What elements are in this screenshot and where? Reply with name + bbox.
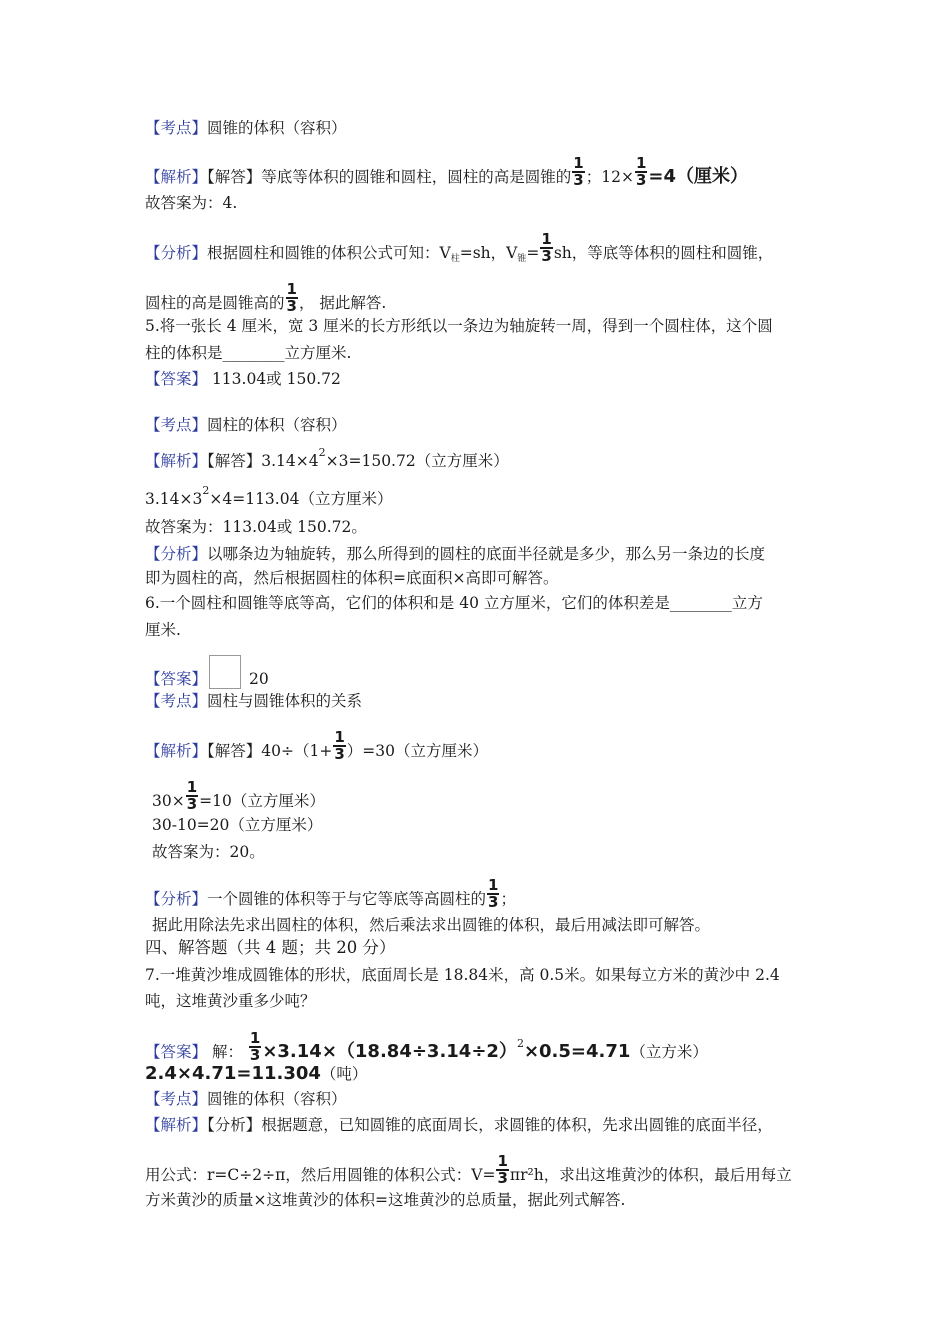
q5-jiexi: 【解析】【解答】$3.14\times 4^2\times 3=150.72$（立方厘米） <box>145 446 509 470</box>
q4-jiexi: 【解析】【解答】等底等体积的圆锥和圆柱，圆柱的高是圆锥的 $\frac{1}{3}$ ；12× $\frac{1}{3}$ =4（厘米） <box>145 154 748 189</box>
q7-jiexi: 【解析】【分析】根据题意，已知圆锥的底面周长，求圆锥的体积，先求出圆锥的底面半径， <box>145 1116 773 1134</box>
fraction: $\frac{1}{3}$ <box>541 230 552 265</box>
q6-fenxi-line2: 据此用除法先求出圆柱的体积，然后乘法求出圆锥的体积，最后用减法即可解答。 <box>152 916 711 934</box>
fraction: $\frac{1}{3}$ <box>573 154 584 189</box>
q7-question-line2: 吨，这堆黄沙重多少吨？ <box>145 992 316 1010</box>
q6-final-answer: 故答案为：20。 <box>152 843 265 861</box>
q7-jiexi-line2: 用公式：r=C÷2÷π，然后用圆锥的体积公式：V= $\frac{1}{3}$ πr²h，求出这堆黄沙的体积，最后用每立 <box>145 1152 792 1187</box>
fraction: $\frac{1}{3}$ <box>186 778 198 813</box>
q5-question-line2: 柱的体积是________立方厘米. <box>145 344 352 362</box>
q5-fenxi-line2: 即为圆柱的高，然后根据圆柱的体积=底面积×高即可解答。 <box>145 569 559 587</box>
fraction: $\frac{1}{3}$ <box>334 728 345 763</box>
fraction: $\frac{1}{3}$ <box>249 1029 261 1064</box>
q6-jiexi: 【解析】【解答】40÷（1+ $\frac{1}{3}$ ）=30（立方厘米） <box>145 728 488 763</box>
q6-answer: 【答案】 20 <box>145 663 269 697</box>
fraction: $\frac{1}{3}$ <box>286 280 297 315</box>
q7-jiexi-line3: 方米黄沙的质量×这堆黄沙的体积=这堆黄沙的总质量，据此列式解答. <box>145 1191 626 1209</box>
fraction: $\frac{1}{3}$ <box>635 154 647 189</box>
q5-fenxi: 【分析】以哪条边为轴旋转，那么所得到的圆柱的底面半径就是多少，那么另一条边的长度 <box>145 545 766 563</box>
section-heading: 四、解答题（共 4 题；共 20 分） <box>145 938 396 957</box>
q4-fenxi: 【分析】根据圆柱和圆锥的体积公式可知：$V_柱=sh$，$V_锥=$ $\frac{1}{3}$ sh，等底等体积的圆柱和圆锥， <box>145 230 774 265</box>
fraction: $\frac{1}{3}$ <box>488 876 499 911</box>
q7-answer: 【答案】 解： $\frac{1}{3}$ $\times 3.14\times(18.84\div 3.14\div 2)^2\times 0.5=4.71$（立方米） <box>145 1029 708 1064</box>
q6-question-line1: 6.一个圆柱和圆锥等底等高，它们的体积和是 40 立方厘米，它们的体积差是________立方 <box>145 594 763 612</box>
q5-kaodian: 【考点】圆柱的体积（容积） <box>145 416 347 434</box>
q7-kaodian: 【考点】圆锥的体积（容积） <box>145 1090 347 1108</box>
q7-question-line1: 7.一堆黄沙堆成圆锥体的形状，底面周长是 18.84米，高 0.5米。如果每立方米的黄沙中 2.4 <box>145 966 780 984</box>
q6-question-line2: 厘米. <box>145 621 181 639</box>
q5-answer: 【答案】 113.04或 150.72 <box>145 370 341 388</box>
q4-fenxi-line2: 圆柱的高是圆锥高的 $\frac{1}{3}$ ， 据此解答. <box>145 280 387 315</box>
fraction: $\frac{1}{3}$ <box>497 1152 508 1187</box>
q5-question-line1: 5.将一张长 4 厘米，宽 3 厘米的长方形纸以一条边为轴旋转一周，得到一个圆柱体，这个圆 <box>145 317 773 335</box>
q6-calc2: 30× $\frac{1}{3}$ =10（立方厘米） <box>152 778 325 813</box>
q5-calc2: $3.14\times 3^2\times 4=113.04$（立方厘米） <box>145 484 393 508</box>
q6-calc3: 30-10=20（立方厘米） <box>152 816 323 834</box>
q4-kaodian: 【考点】圆锥的体积（容积） <box>145 119 347 137</box>
q6-kaodian: 【考点】圆柱与圆锥体积的关系 <box>145 692 363 710</box>
q5-final-answer: 故答案为：113.04或 150.72。 <box>145 518 367 536</box>
q7-calc2: 2.4×4.71=11.304（吨） <box>145 1063 368 1084</box>
q4-answer: 故答案为：4. <box>145 194 238 212</box>
answer-image-box <box>209 655 241 689</box>
q6-fenxi: 【分析】一个圆锥的体积等于与它等底等高圆柱的 $\frac{1}{3}$ ； <box>145 876 516 911</box>
